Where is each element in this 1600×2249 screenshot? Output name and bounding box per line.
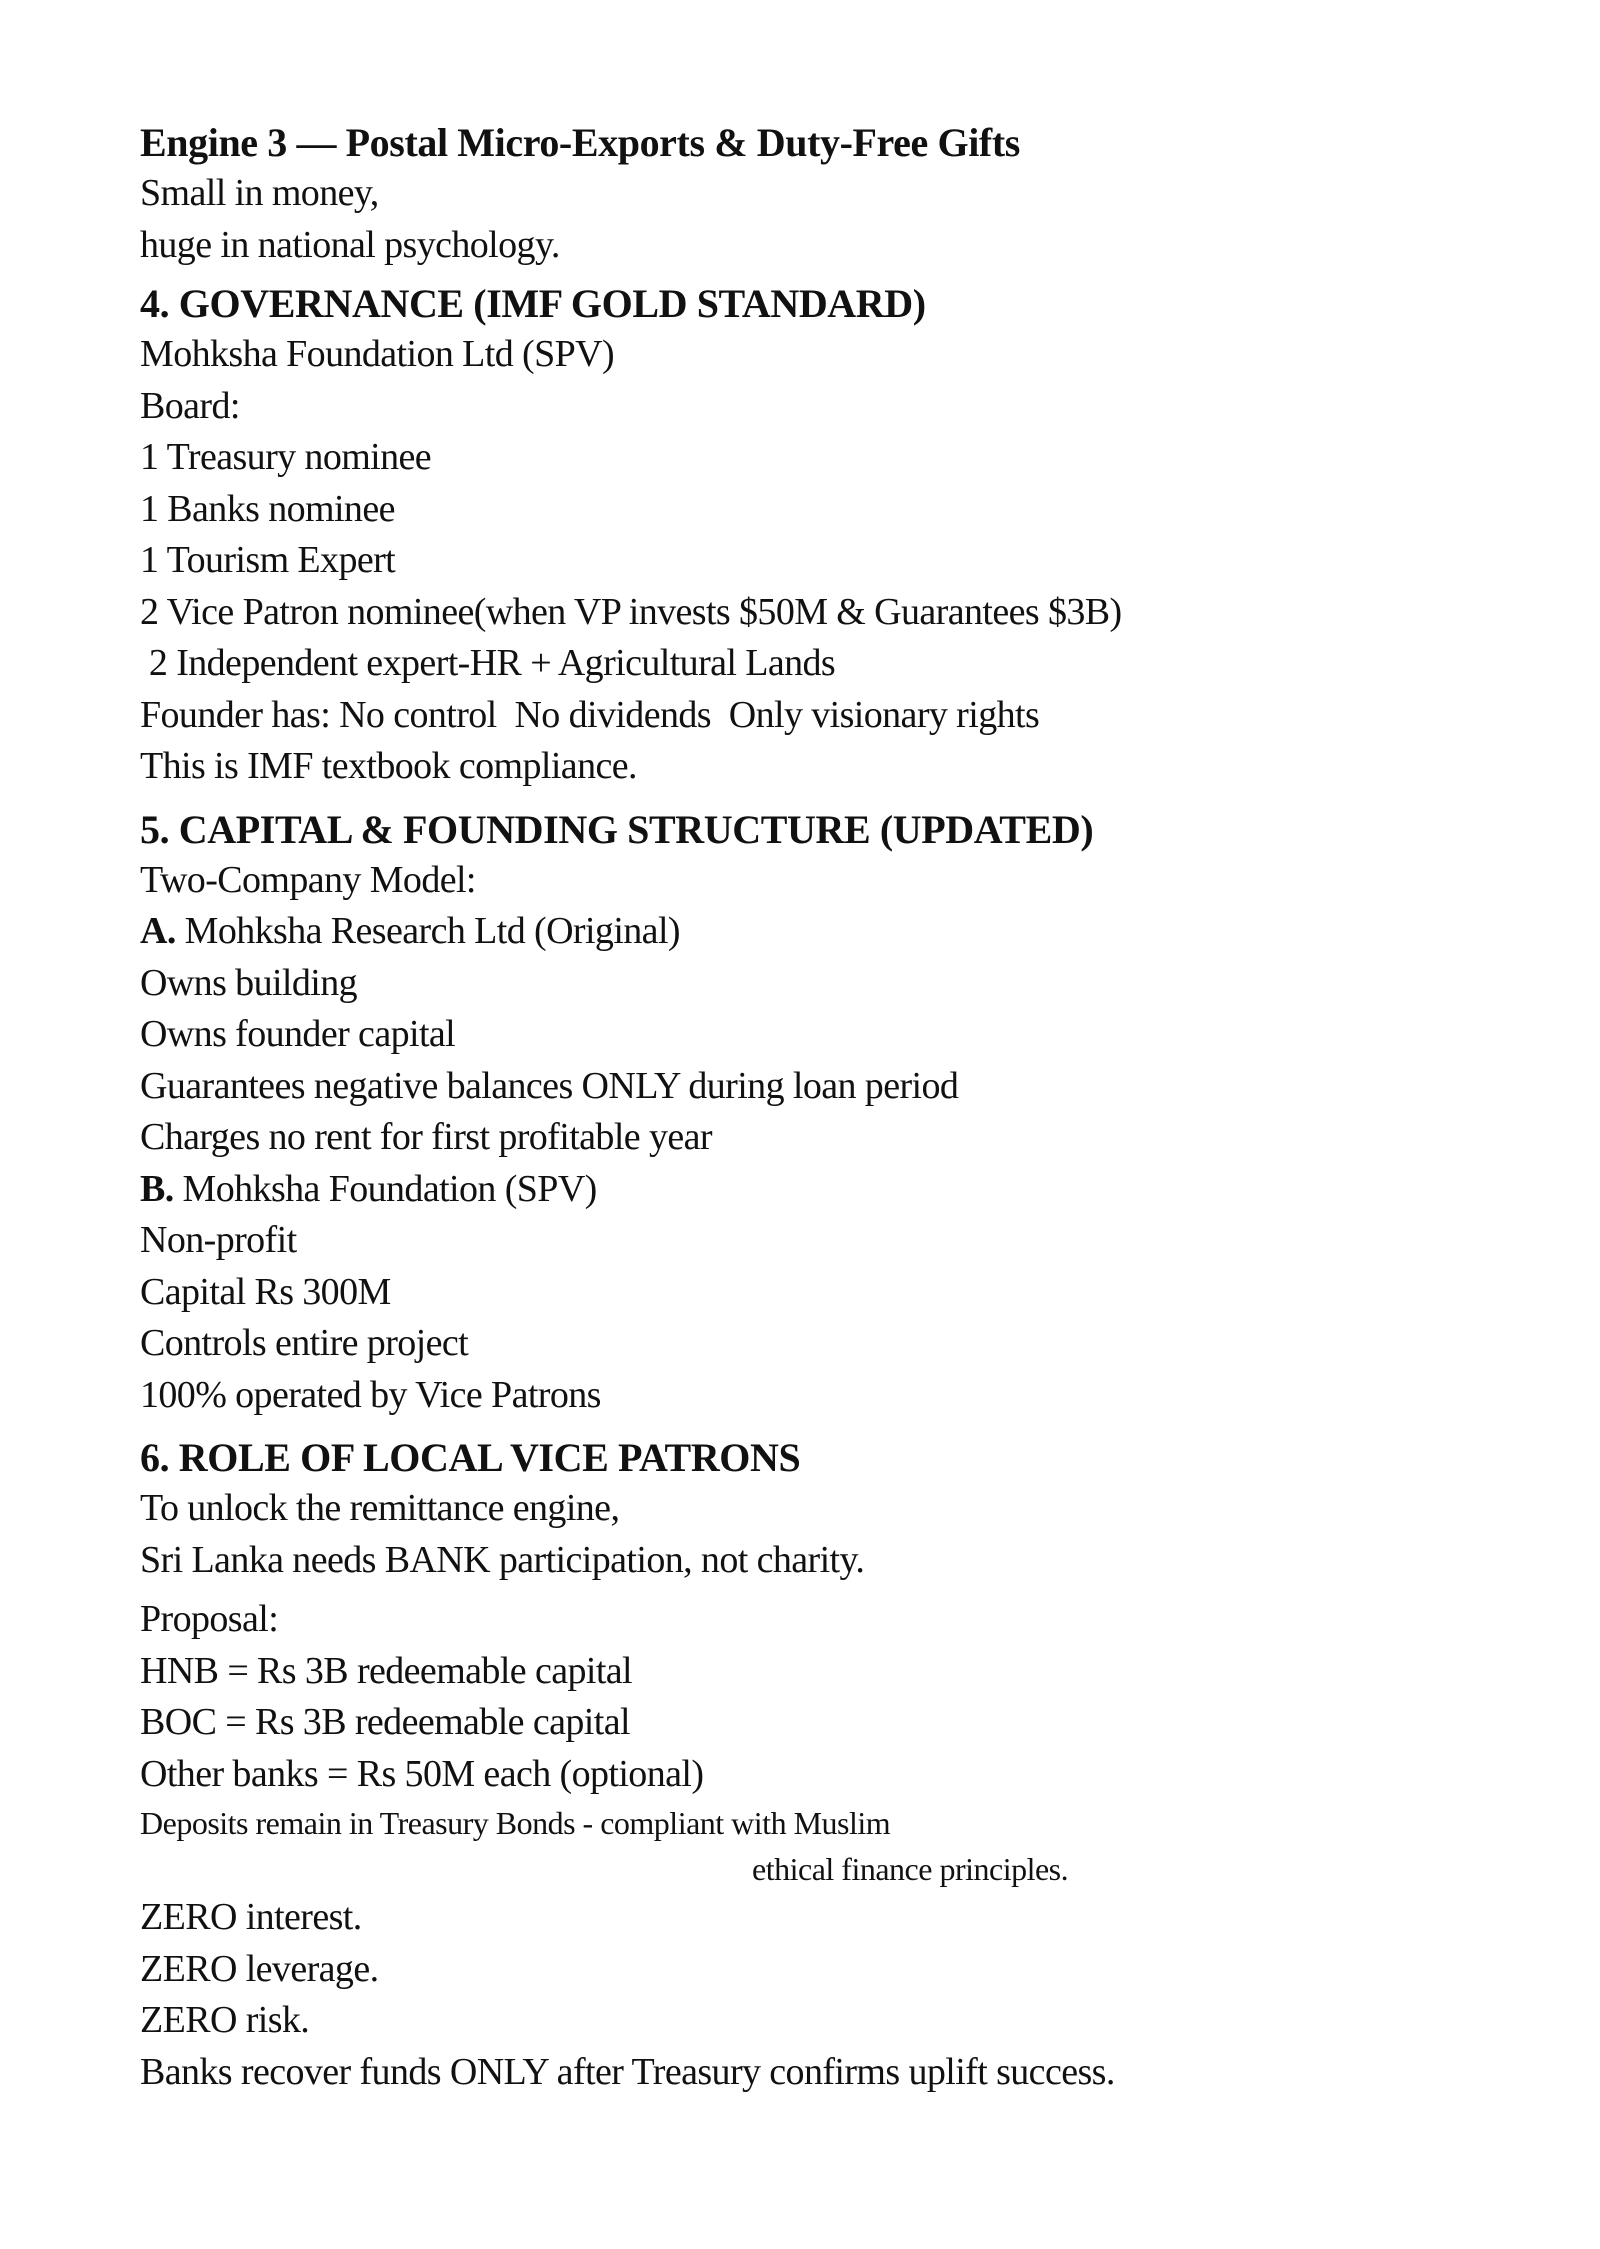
text-line: Capital Rs 300M: [140, 1270, 391, 1313]
text-line: Sri Lanka needs BANK participation, not charity.: [140, 1538, 865, 1581]
text-line: ZERO risk.: [140, 1999, 310, 2041]
text-line: Founder has: No control No dividends Only visionary rights: [140, 693, 1040, 736]
text-line: Guarantees negative balances ONLY during loan period: [140, 1064, 959, 1107]
company-a-label: A.: [140, 910, 176, 952]
heading-capital-structure: 5. CAPITAL & FOUNDING STRUCTURE (UPDATED): [140, 806, 1094, 852]
board-member-line: 2 Independent expert-HR + Agricultural Lands: [140, 642, 836, 684]
company-b-name: Mohksha Foundation (SPV): [173, 1167, 597, 1210]
text-line: huge in national psychology.: [140, 223, 560, 266]
text-line: Non-profit: [140, 1219, 297, 1261]
heading-engine-3: Engine 3 — Postal Micro-Exports & Duty-Free Gifts: [140, 120, 1020, 165]
text-line: To unlock the remittance engine,: [140, 1487, 620, 1529]
text-line: Mohksha Foundation Ltd (SPV): [140, 333, 615, 375]
text-line: Two-Company Model:: [140, 858, 476, 901]
proposal-label: Proposal:: [140, 1598, 279, 1640]
board-member-line: 1 Banks nominee: [140, 487, 395, 530]
section-capital-structure: [140, 805, 1480, 1422]
text-line: Owns building: [140, 961, 358, 1004]
heading-vice-patrons: 6. ROLE OF LOCAL VICE PATRONS: [140, 1435, 801, 1480]
deposits-line-continued: ethical finance principles.: [752, 1851, 1069, 1887]
company-a-title: [140, 906, 1480, 958]
proposal-line: HNB = Rs 3B redeemable capital: [140, 1649, 633, 1692]
company-b-title: [140, 1164, 1480, 1216]
section-governance: [140, 279, 1480, 793]
text-line: Controls entire project: [140, 1322, 469, 1364]
text-line: 100% operated by Vice Patrons: [140, 1373, 601, 1416]
text-line: Banks recover funds ONLY after Treasury confirms uplift success.: [140, 2050, 1115, 2093]
board-member-line: 1 Tourism Expert: [140, 539, 396, 581]
text-line: Small in money,: [140, 172, 379, 214]
company-a-name: Mohksha Research Ltd (Original): [175, 910, 680, 952]
proposal-line: Other banks = Rs 50M each (optional): [140, 1752, 704, 1795]
board-member-line: 1 Treasury nominee: [140, 436, 432, 478]
section-engine-3: [140, 118, 1480, 271]
proposal-line: BOC = Rs 3B redeemable capital: [140, 1701, 630, 1743]
text-line: Charges no rent for first profitable year: [140, 1116, 712, 1158]
text-line: This is IMF textbook compliance.: [140, 745, 637, 787]
text-line: ZERO leverage.: [140, 1947, 379, 1990]
deposits-line: Deposits remain in Treasury Bonds - compliant with Muslim: [140, 1805, 891, 1841]
document-page: [140, 118, 1480, 2098]
text-line: Board:: [140, 384, 240, 427]
section-vice-patrons: [140, 1433, 1480, 2098]
company-b-label: B.: [140, 1167, 174, 1210]
board-member-line: 2 Vice Patron nominee(when VP invests $50M & Guarantees $3B): [140, 590, 1122, 633]
text-line: ZERO interest.: [140, 1896, 362, 1938]
text-line: Owns founder capital: [140, 1013, 456, 1055]
heading-governance: 4. GOVERNANCE (IMF GOLD STANDARD): [140, 281, 926, 326]
